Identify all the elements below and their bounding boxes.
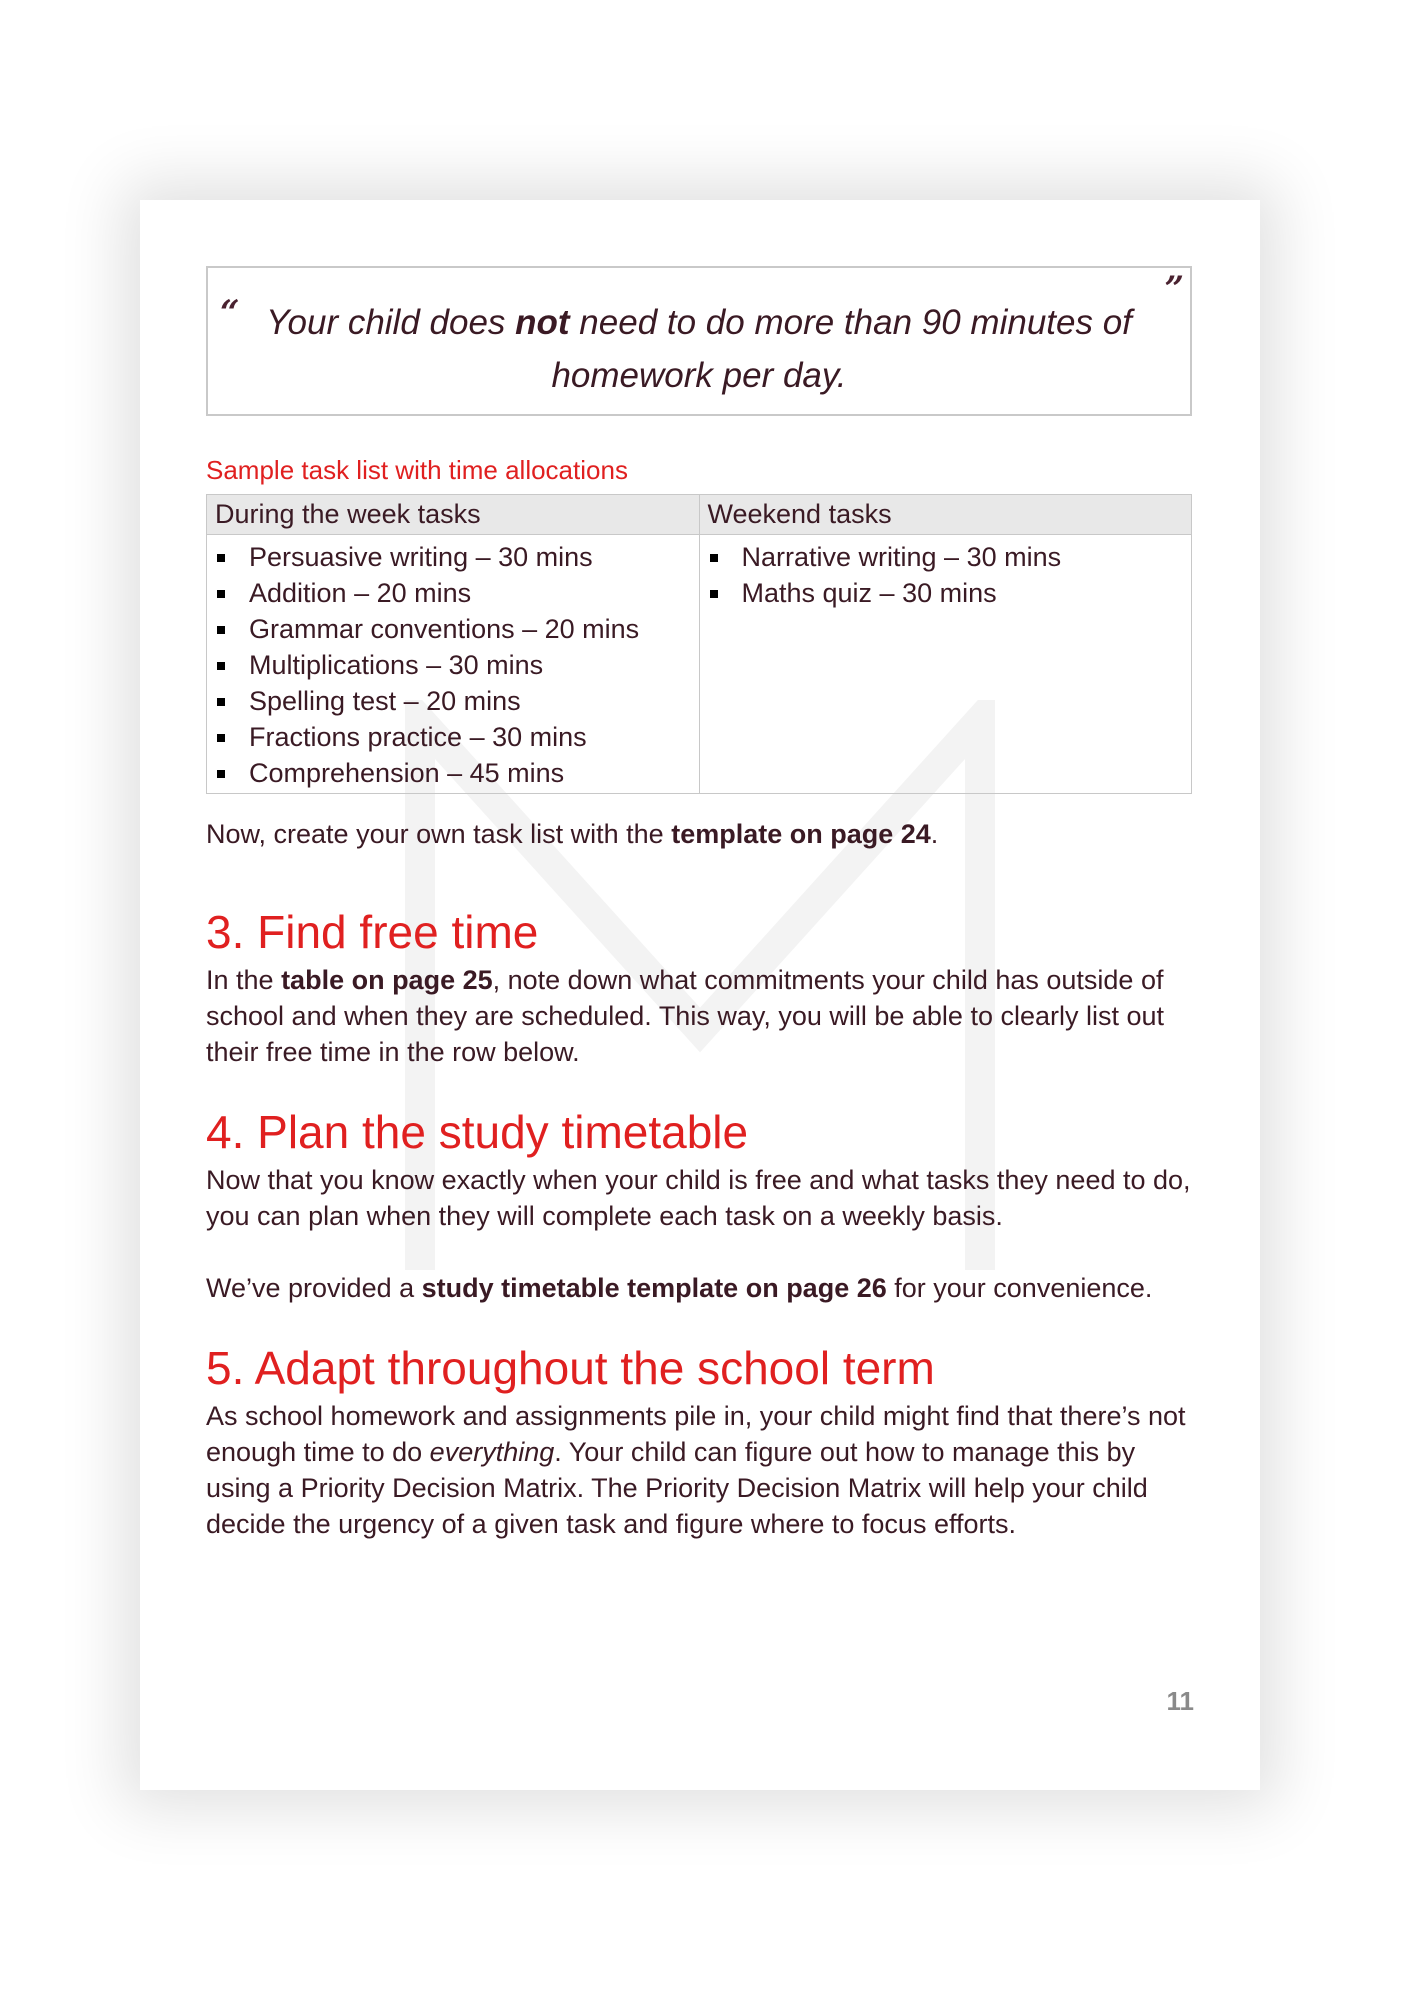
list-item: Comprehension – 45 mins [207,755,699,791]
section-4-text-start: We’ve provided a [206,1273,422,1303]
list-item: Spelling test – 20 mins [207,683,699,719]
section-4-paragraph-1: Now that you know exactly when your child is free and what tasks they need to do, you can plan when they will complete each task on a weekly basis. [206,1165,1191,1231]
document-page [140,200,1260,1790]
table-caption: Sample task list with time allocations [206,455,628,485]
list-item: Grammar conventions – 20 mins [207,611,699,647]
weekend-task-list [700,539,1192,611]
template-note [206,816,1192,852]
quote-emphasis: not [515,303,570,342]
section-5-text-end: . Your child can figure out how to manage this by using a Priority Decision Matrix. The Priority Decision Matrix will help your child decide the urgency of a given task and figure where to focus efforts. [206,1437,1148,1539]
weekend-tasks-cell [699,535,1192,794]
header-week-tasks: During the week tasks [207,495,700,535]
quote-part1: Your child does [266,303,516,342]
list-item: Fractions practice – 30 mins [207,719,699,755]
list-item: Persuasive writing – 30 mins [207,539,699,575]
section-4-text-end: for your convenience. [886,1273,1153,1303]
week-task-list [207,539,699,791]
close-quote-icon: ” [1164,269,1184,309]
quote-box [206,266,1192,416]
header-weekend-tasks: Weekend tasks [699,495,1192,535]
quote-part2: need to do more than 90 minutes of homework per day. [551,303,1132,395]
week-tasks-cell [207,535,700,794]
list-item: Narrative writing – 30 mins [700,539,1192,575]
section-5-heading: 5. Adapt throughout the school term [206,1342,935,1394]
section-4-paragraph-2 [206,1270,1192,1306]
quote-text [229,296,1169,402]
section-5-text-start: As school homework and assignments pile in, your child might find that there’s not enough time to do [206,1401,1186,1467]
page-number: 11 [1166,1686,1194,1716]
open-quote-icon: “ [220,293,240,333]
template-note-end: . [930,819,939,849]
template-note-link: template on page 24 [671,819,931,849]
section-4-heading: 4. Plan the study timetable [206,1106,749,1158]
page-content [206,266,1192,1542]
section-5-emphasis: everything [429,1437,555,1467]
section-5-paragraph [206,1398,1192,1542]
list-item: Addition – 20 mins [207,575,699,611]
section-3-text-start: In the [206,965,282,995]
task-table [206,494,1192,794]
section-3-paragraph [206,962,1192,1070]
section-3-text-end: , note down what commitments your child has outside of school and when they are scheduled. This way, you will be able to clearly list out their free time in the row below. [206,965,1165,1067]
list-item: Multiplications – 30 mins [207,647,699,683]
template-note-text: Now, create your own task list with the [206,819,672,849]
section-4-link: study timetable template on page 26 [421,1273,887,1303]
section-3-link: table on page 25 [281,965,493,995]
list-item: Maths quiz – 30 mins [700,575,1192,611]
section-3-heading: 3. Find free time [206,906,539,958]
